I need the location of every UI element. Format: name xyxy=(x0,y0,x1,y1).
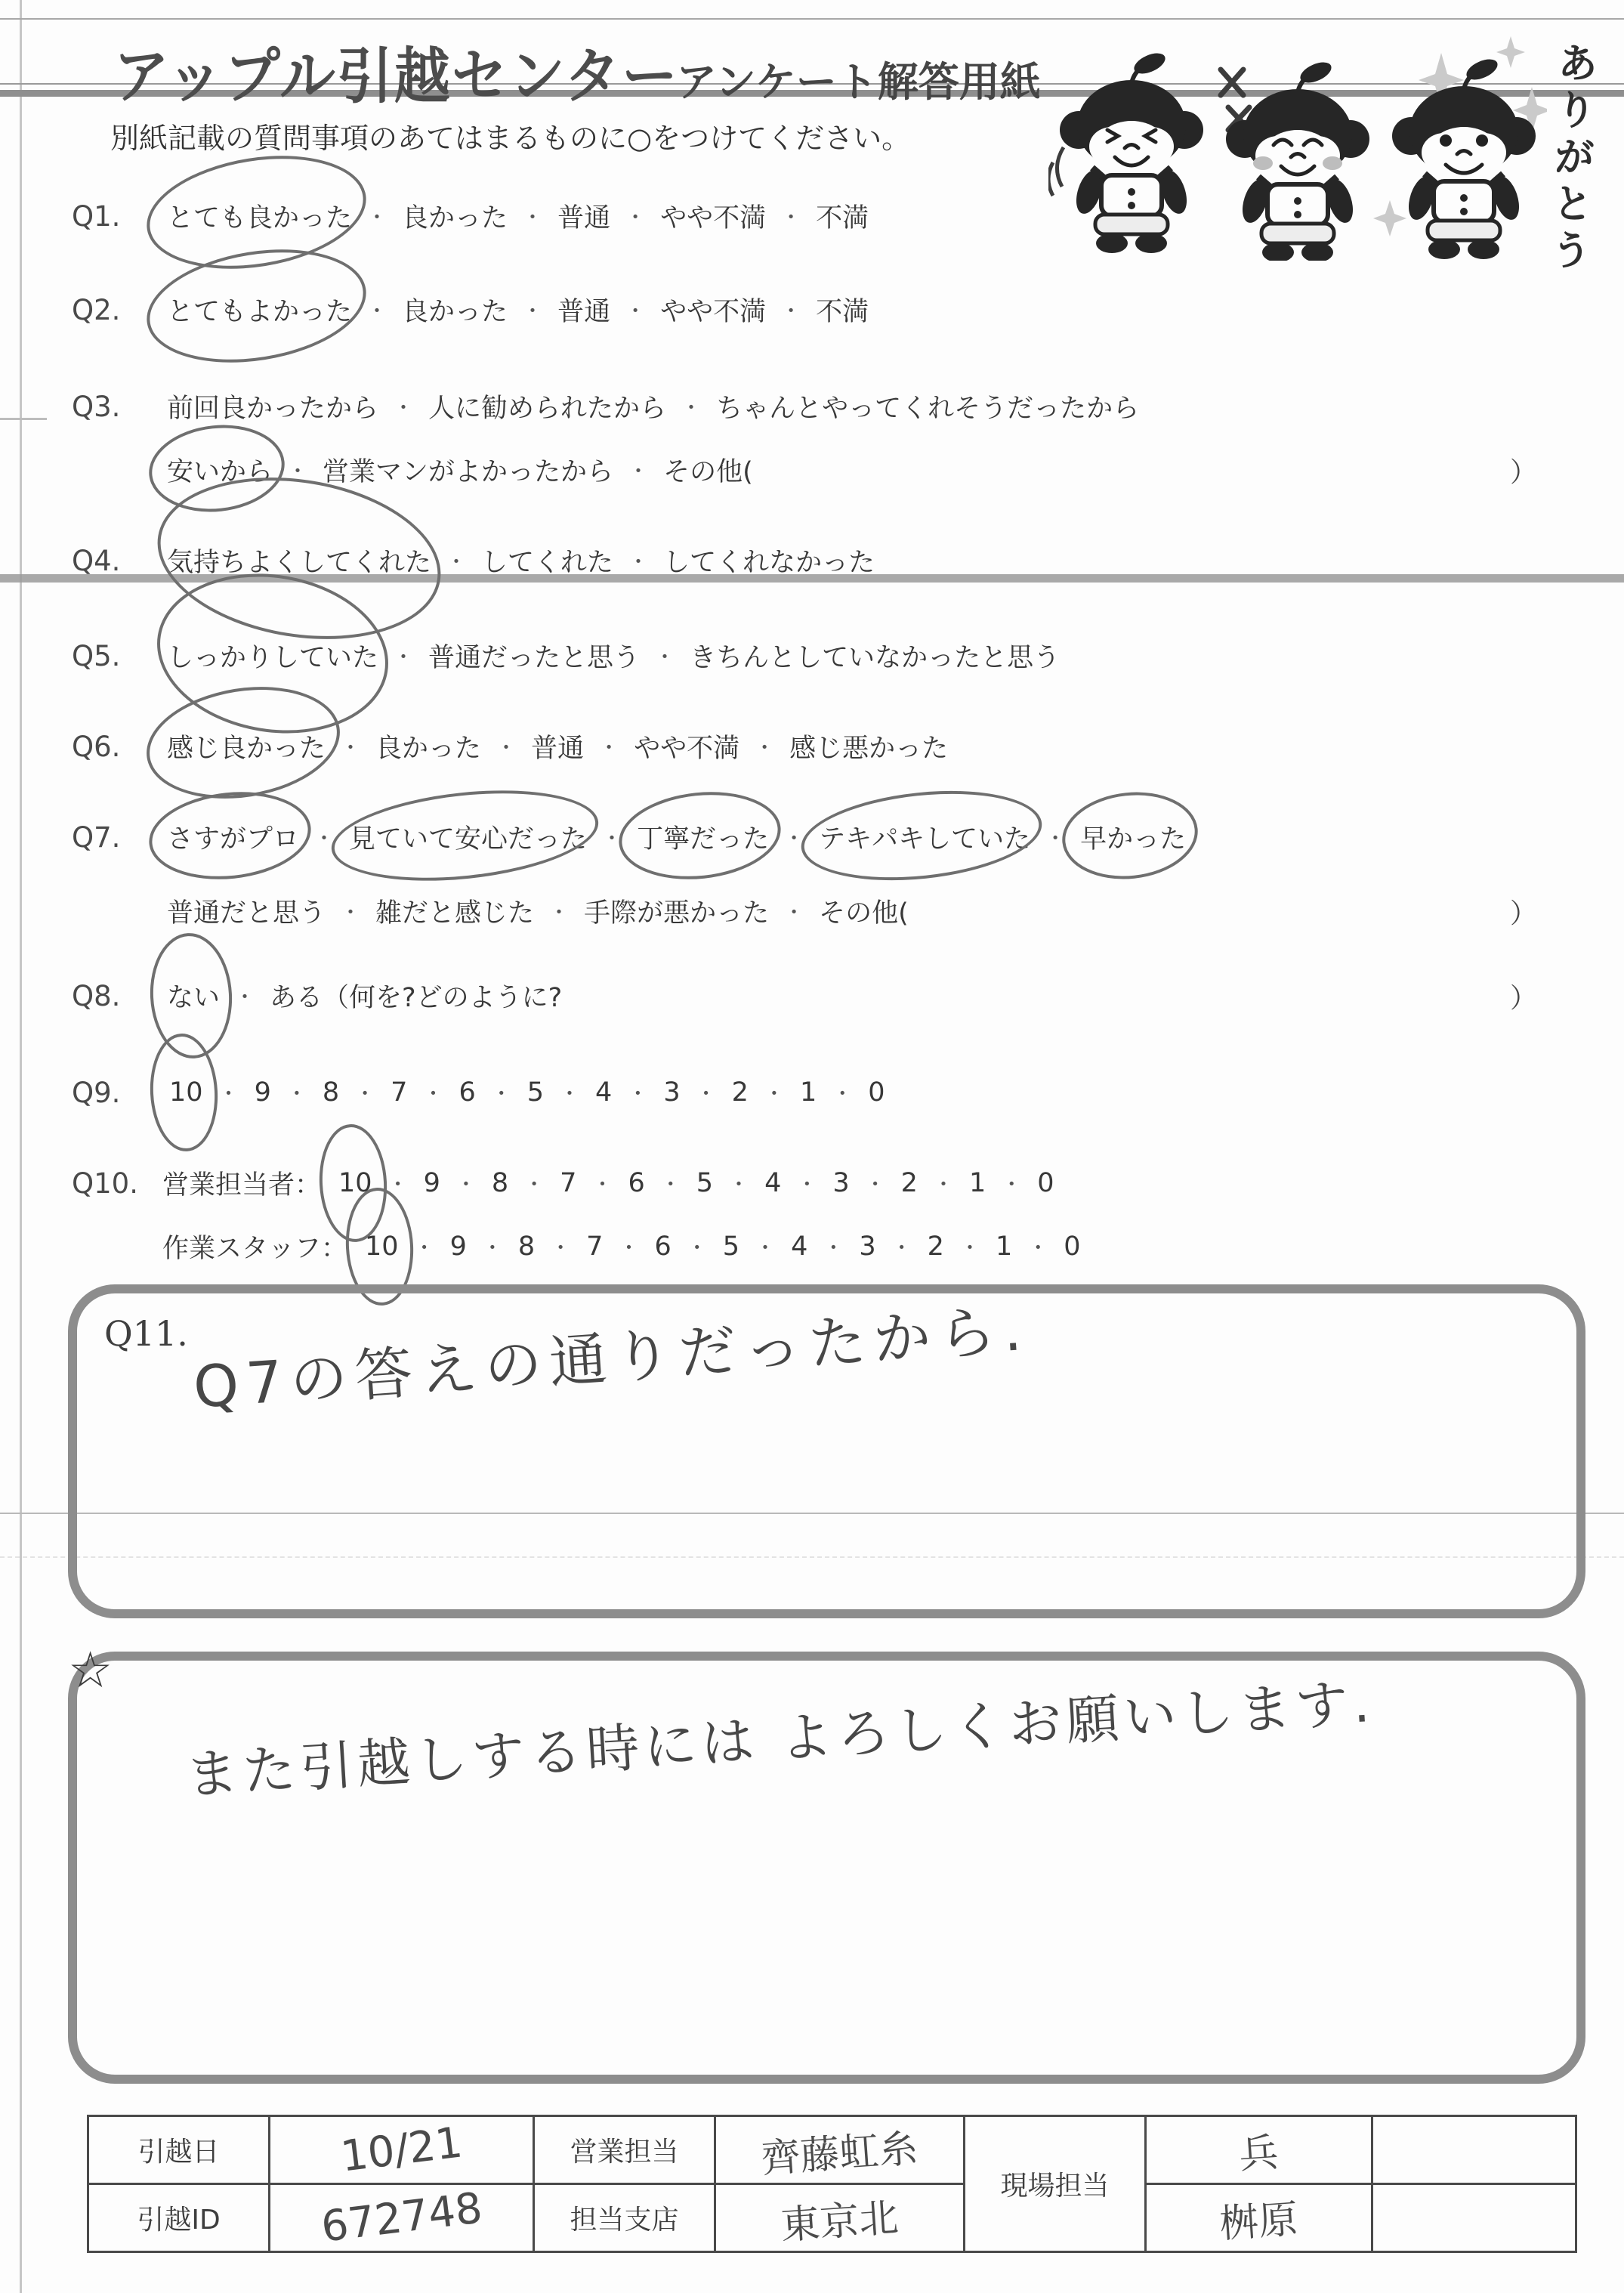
page-edge-line xyxy=(20,0,22,2293)
option-separator: ・ xyxy=(490,1081,512,1106)
empty-cell xyxy=(1372,2116,1576,2184)
sales-rep-label: 営業担当 xyxy=(534,2116,715,2184)
option: 不満 xyxy=(816,297,869,327)
q11-answer-box xyxy=(68,1284,1585,1618)
option-circled: とてもよかった xyxy=(162,291,357,329)
option: 0 xyxy=(1037,1168,1054,1198)
option: 2 xyxy=(900,1168,918,1198)
option-circled: テキパキしていた xyxy=(814,818,1035,856)
option: その他( xyxy=(663,457,753,487)
option-separator: ・ xyxy=(591,1172,613,1197)
move-id-value: 672748 xyxy=(270,2184,534,2252)
option: してくれなかった xyxy=(663,548,875,578)
option: 4 xyxy=(764,1168,782,1198)
option-circled: 安いから xyxy=(162,451,277,489)
q11-handwritten-answer: Q7の答えの通りだったから. xyxy=(191,1295,1031,1421)
option: 5 xyxy=(722,1231,740,1262)
option-separator: ・ xyxy=(627,1081,649,1106)
option-separator: ・ xyxy=(523,1172,545,1197)
option-circled: しっかりしていた xyxy=(162,637,383,675)
question-row-q4 xyxy=(72,539,1582,582)
option-separator: ・ xyxy=(286,1081,307,1106)
option-separator: ・ xyxy=(354,1081,376,1106)
option-separator: ・ xyxy=(796,1172,818,1197)
option-circled: さすがプロ xyxy=(162,818,304,856)
option-separator: ・ xyxy=(618,1235,640,1260)
option-separator: ・ xyxy=(832,1081,854,1106)
option-separator: ・ xyxy=(823,1235,844,1260)
option-separator: ・ xyxy=(783,826,805,851)
option-separator: ・ xyxy=(446,549,468,574)
options-line xyxy=(162,197,873,235)
option-separator: ・ xyxy=(780,298,802,323)
option: 6 xyxy=(628,1168,645,1198)
option-separator: ・ xyxy=(891,1235,912,1260)
branch-label: 担当支店 xyxy=(534,2184,715,2252)
option: 普通 xyxy=(531,734,585,764)
option: 5 xyxy=(526,1077,545,1108)
option: 5 xyxy=(696,1168,714,1198)
option: 3 xyxy=(859,1231,876,1262)
option-separator: ・ xyxy=(654,644,676,669)
sales-rep-value: 齊藤虹糸 xyxy=(715,2116,965,2184)
option: 3 xyxy=(663,1077,681,1108)
option-separator: ・ xyxy=(481,1235,503,1260)
option: 6 xyxy=(654,1231,672,1262)
option-separator: ・ xyxy=(601,826,623,851)
option: 普通 xyxy=(557,203,611,233)
option-separator: ・ xyxy=(1045,826,1067,851)
option: その他( xyxy=(819,898,909,929)
option: 良かった xyxy=(402,297,508,327)
option: 8 xyxy=(517,1231,536,1262)
option-separator: ・ xyxy=(681,395,702,420)
question-label: Q3. xyxy=(72,390,121,423)
option: やや不満 xyxy=(660,297,767,327)
option-separator: ・ xyxy=(864,1172,886,1197)
table-row xyxy=(88,2184,1576,2252)
options-line xyxy=(162,291,873,329)
options-line xyxy=(162,542,879,579)
option: 普通 xyxy=(557,297,611,327)
question-row-q7-line2 xyxy=(162,890,1582,932)
option: 雑だと感じた xyxy=(375,898,535,929)
question-label: Q2. xyxy=(72,293,121,326)
option-circled: 10 xyxy=(162,1077,210,1108)
star-icon: ☆ xyxy=(68,1641,113,1699)
question-row-q10-line1 xyxy=(72,1162,1582,1204)
question-row-q3-line1 xyxy=(72,385,1582,428)
option-separator: ・ xyxy=(413,1235,435,1260)
option-separator: ・ xyxy=(559,1081,581,1106)
option: やや不満 xyxy=(660,203,767,233)
option: 1 xyxy=(799,1077,817,1108)
option-separator: ・ xyxy=(340,735,362,760)
option-separator: ・ xyxy=(932,1172,954,1197)
option: やや不満 xyxy=(634,734,740,764)
option: 1 xyxy=(968,1168,986,1198)
option: 手際が悪かった xyxy=(584,898,770,929)
score-target-label: 作業スタッフ： xyxy=(162,1234,348,1264)
option-circled: 10 xyxy=(332,1168,379,1198)
table-row xyxy=(88,2116,1576,2184)
options-line xyxy=(162,388,1144,425)
option-separator: ・ xyxy=(550,1235,572,1260)
option-circled: 丁寧だった xyxy=(632,818,773,856)
question-label: Q9. xyxy=(72,1076,121,1109)
option-separator: ・ xyxy=(625,298,647,323)
option: してくれた xyxy=(481,548,614,578)
option-separator: ・ xyxy=(728,1172,750,1197)
option-separator: ・ xyxy=(659,1172,681,1197)
option: 0 xyxy=(1064,1231,1081,1262)
option: 6 xyxy=(458,1077,476,1108)
option-separator: ・ xyxy=(625,205,647,230)
fold-tick xyxy=(0,418,47,420)
option-circled: 10 xyxy=(358,1231,406,1262)
option-separator: ・ xyxy=(387,1172,409,1197)
option: ある（何を?どのように? xyxy=(270,983,563,1013)
thanks-vertical-text: ありがとう xyxy=(1543,40,1600,277)
option-separator: ・ xyxy=(455,1172,477,1197)
options-line xyxy=(162,637,1064,675)
options-line xyxy=(332,1168,1061,1198)
site-staff-value-1: 兵 xyxy=(1146,2116,1372,2184)
option-separator: ・ xyxy=(755,1235,776,1260)
motion-lines-icon xyxy=(1048,147,1064,196)
option-separator: ・ xyxy=(548,900,570,925)
option-separator: ・ xyxy=(1001,1172,1023,1197)
move-date-value: 10/21 xyxy=(270,2116,534,2184)
option-separator: ・ xyxy=(496,735,517,760)
sheet-title: アンケート解答用紙 xyxy=(676,58,1041,106)
question-row-q1 xyxy=(72,195,1582,237)
option: 9 xyxy=(254,1077,271,1108)
site-staff-label: 現場担当 xyxy=(965,2116,1146,2252)
footer-info-table xyxy=(87,2115,1577,2253)
option-separator: ・ xyxy=(366,205,388,230)
option-separator: ・ xyxy=(763,1081,785,1106)
option: 人に勧められたから xyxy=(428,394,667,424)
option-separator: ・ xyxy=(1027,1235,1049,1260)
closing-paren: ） xyxy=(1509,456,1537,488)
option-separator: ・ xyxy=(422,1081,444,1106)
option-separator: ・ xyxy=(780,205,802,230)
option-separator: ・ xyxy=(340,900,362,925)
option-separator: ・ xyxy=(366,298,388,323)
option: 良かった xyxy=(375,734,482,764)
option-separator: ・ xyxy=(522,205,544,230)
option: 0 xyxy=(868,1077,885,1108)
option-circled: 見ていて安心だった xyxy=(344,818,591,856)
option-separator: ・ xyxy=(628,549,650,574)
option: 8 xyxy=(491,1168,509,1198)
option: 8 xyxy=(322,1077,340,1108)
options-line xyxy=(162,818,1190,856)
question-row-q7-line1 xyxy=(72,816,1582,858)
option-circled: ない xyxy=(162,977,224,1015)
question-row-q5 xyxy=(72,635,1582,677)
option: 普通だったと思う xyxy=(428,643,641,673)
option: 3 xyxy=(832,1168,850,1198)
question-row-q10-line2 xyxy=(162,1225,1582,1268)
question-label: Q5. xyxy=(72,639,121,672)
option-separator: ・ xyxy=(686,1235,708,1260)
option: 4 xyxy=(595,1077,613,1108)
question-label: Q10. xyxy=(72,1167,138,1200)
question-row-q6 xyxy=(72,725,1582,768)
option-circled: 感じ良かった xyxy=(162,728,330,765)
option-separator: ・ xyxy=(783,900,805,925)
option: 4 xyxy=(791,1231,808,1262)
option: 9 xyxy=(449,1231,467,1262)
closing-paren: ） xyxy=(1509,982,1537,1014)
option: 感じ悪かった xyxy=(789,734,949,764)
options-line xyxy=(162,977,567,1015)
site-staff-value-2: 桝原 xyxy=(1146,2184,1372,2252)
question-row-q8 xyxy=(72,975,1582,1017)
closing-paren: ） xyxy=(1509,898,1537,929)
options-line xyxy=(358,1231,1088,1262)
option: ちゃんとやってくれそうだったから xyxy=(716,394,1140,424)
option: 2 xyxy=(731,1077,749,1108)
option-separator: ・ xyxy=(959,1235,980,1260)
question-row-q2 xyxy=(72,289,1582,331)
options-line xyxy=(162,1077,892,1108)
option: 7 xyxy=(586,1231,604,1262)
option: 9 xyxy=(423,1168,440,1198)
question-row-q9 xyxy=(72,1071,1582,1114)
option: 前回良かったから xyxy=(167,394,379,424)
option-circled: 気持ちよくしてくれた xyxy=(162,542,436,579)
handwritten-comment: また引越しする時には よろしくお願いします. xyxy=(183,1671,1376,1806)
option-separator: ・ xyxy=(234,984,256,1009)
option: 不満 xyxy=(816,203,869,233)
option-separator: ・ xyxy=(287,459,309,484)
question-label: Q7. xyxy=(72,820,121,854)
option: 営業マンがよかったから xyxy=(323,457,614,487)
option: きちんとしていなかったと思う xyxy=(690,643,1061,673)
option-separator: ・ xyxy=(754,735,776,760)
option-separator: ・ xyxy=(218,1081,239,1106)
option-separator: ・ xyxy=(598,735,620,760)
question-label: Q6. xyxy=(72,730,121,763)
option-separator: ・ xyxy=(695,1081,717,1106)
options-line xyxy=(162,892,913,930)
options-line xyxy=(162,728,952,765)
q11-label: Q11. xyxy=(104,1313,188,1354)
option-separator: ・ xyxy=(313,826,335,851)
question-row-q3-line2 xyxy=(162,449,1582,491)
option: 1 xyxy=(995,1231,1013,1262)
option-separator: ・ xyxy=(628,459,650,484)
option-separator: ・ xyxy=(393,644,415,669)
question-label: Q4. xyxy=(72,544,121,577)
option-separator: ・ xyxy=(522,298,544,323)
option-circled: 早かった xyxy=(1076,818,1190,856)
option-circled: とても良かった xyxy=(162,197,357,235)
option: 7 xyxy=(391,1077,408,1108)
question-label: Q8. xyxy=(72,979,121,1012)
move-date-label: 引越日 xyxy=(88,2116,270,2184)
options-line xyxy=(162,451,758,489)
score-target-label: 営業担当者： xyxy=(162,1170,322,1201)
option: 良かった xyxy=(402,203,508,233)
instruction-text: 別紙記載の質問事項のあてはまるものに○をつけてください。 xyxy=(110,122,911,155)
option: 2 xyxy=(927,1231,944,1262)
question-label: Q1. xyxy=(72,199,121,233)
brand-title: アップル引越センター xyxy=(113,42,679,112)
empty-cell xyxy=(1372,2184,1576,2252)
move-id-label: 引越ID xyxy=(88,2184,270,2252)
free-comment-box xyxy=(68,1641,1585,2084)
option-separator: ・ xyxy=(393,395,415,420)
option: 7 xyxy=(560,1168,577,1198)
top-rule xyxy=(0,18,1624,20)
option: 普通だと思う xyxy=(167,898,326,929)
branch-value: 東京北 xyxy=(715,2184,965,2252)
